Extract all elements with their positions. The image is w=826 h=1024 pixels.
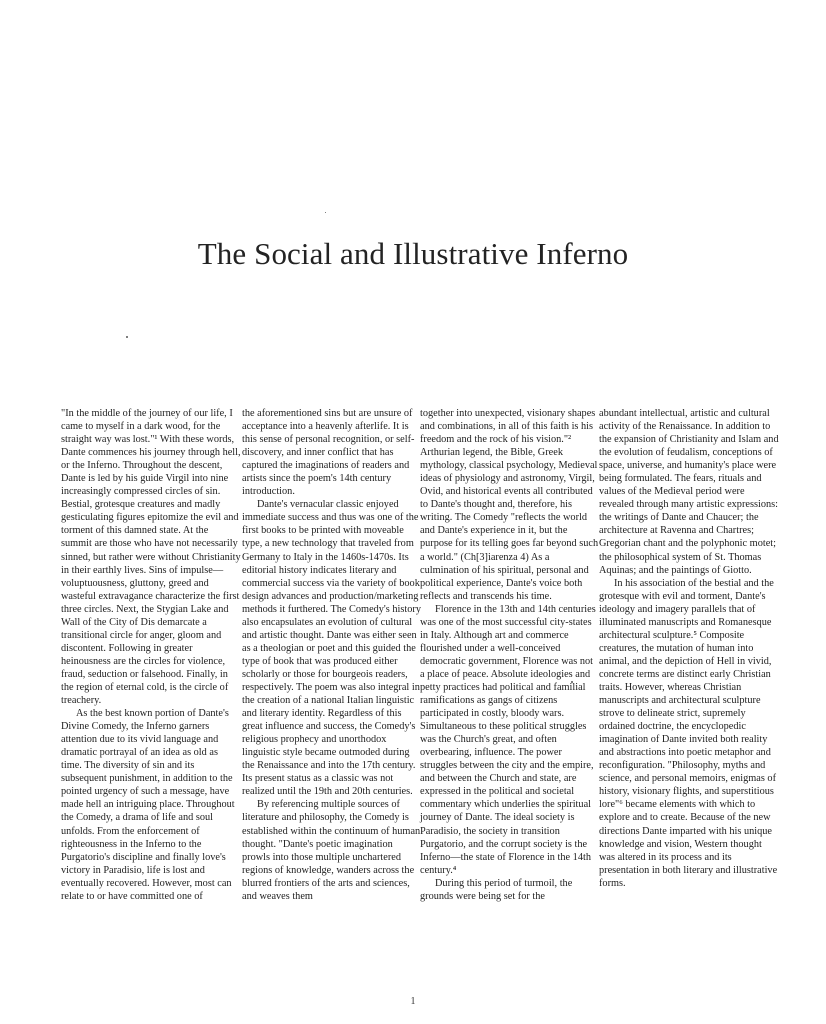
paragraph: together into unexpected, visionary shapes and combinations, in all of this faith is his freedom and the rock of his vision."² Arthurian legend, the Bible, Greek mythology, classical psychology, Medieval ideas of physiology and astronomy, Virgil, Ovid, and historical events all contributed to Dante's thought and, therefore, his writing. The Comedy "reflects the world and Dante's experience in it, but the purpose for its telling goes far beyond such a world." (Ch[3]iarenza 4) As a culmination of his spiritual, personal and political experience, Dante's voice both reflects and transcends his time. <box>420 408 599 602</box>
text-column-3 <box>420 407 600 903</box>
paragraph: "In the middle of the journey of our life, I came to myself in a dark wood, for the straight way was lost."¹ With these words, Dante commences his journey through hell, or the Inferno. Throughout the descent, Dante is led by his guide Virgil into nine increasingly compressed circles of sin. Bestial, grotesque creatures and madly gesticulating figures epitomize the evil and torment of this damned state. At the summit are those who have not necessarily sinned, but rather were without Christianity in their earthly lives. Sins of impulse—voluptuousness, gluttony, greed and wasteful extravagance characterize the first three circles. Next, the Stygian Lake and Wall of the City of Dis demarcate a transitional circle for anger, gloom and discontent. Following in greater heinousness are the circles for violence, fraud, seduction or falsehood. Finally, in the region of eternal cold, is the circle of treachery. <box>61 408 241 707</box>
text-column-2 <box>242 407 422 903</box>
paragraph: Dante's vernacular classic enjoyed immediate success and thus was one of the first books to be printed with moveable type, a new technology that traveled from Germany to Italy in the 1460s-1470s. Its editorial history indicates literary and commercial success via the variety of book design advances and production/marketing methods it furthered. The Comedy's history also encapsulates an evolution of cultural and artistic thought. Dante was either seen as a theologian or poet and this guided the type of book that was produced either scholarly or those for bourgeois readers, respectively. The poem was also integral in the creation of a national Italian linguistic and literary identity. Regardless of this great influence and success, the Comedy's religious prophecy and unorthodox linguistic style became outmoded during the Renaissance and into the 17th century. Its present status as a classic was not realized until the 19th and 20th centuries. <box>242 499 421 798</box>
paragraph: the aforementioned sins but are unsure of acceptance into a heavenly afterlife. It is this sense of personal recognition, or self-discovery, and inner conflict that has captured the imaginations of readers and artists since the poem's 14th century introduction. <box>242 408 415 498</box>
page-title: The Social and Illustrative Inferno <box>197 236 629 271</box>
scan-speck <box>126 336 128 338</box>
text-column-1 <box>61 407 241 903</box>
paragraph: Florence in the 13th and 14th centuries was one of the most successful city-states in Italy. Although art and commerce flourished under a well-conceived democratic government, Florence was not a place of peace. Absolute ideologies and petty practices had political and familial ramifications as gangs of citizens participated in costly, bloody wars. Simultaneous to these political struggles was the Church's great, and often overbearing, influence. The power struggles between the city and the empire, and between the Church and state, are expressed in the political and societal commentary which underlies the spiritual journey of Dante. The ideal society is Paradisio, the society in transition Purgatorio, and the corrupt society is the Inferno—the state of Florence in the 14th century.⁴ <box>420 603 596 876</box>
paragraph: During this period of turmoil, the grounds were being set for the <box>420 877 573 902</box>
page-number: 1 <box>410 996 416 1007</box>
paragraph: In his association of the bestial and the grotesque with evil and torment, Dante's ideology and imagery parallels that of illuminated manuscripts and Romanesque architectural sculpture.⁵ Composite creatures, the mutation of human into animal, and the depiction of Hell in vivid, concrete terms are distinct early Christian traits. However, whereas Christian manuscripts and architectural sculpture strove to delineate strict, supremely ordained doctrine, the encyclopedic imagination of Dante invited both reality and abstractions into poetic metaphor and reconfiguration. "Philosophy, myths and science, and personal memoirs, enigmas of history, visionary flights, and superstitious lore"⁶ became elements with which to explore and to create. Because of the new directions Dante imparted with his unique knowledge and vision, Western thought was altered in its process and its presentation in both literary and illustrative forms. <box>599 577 778 889</box>
paragraph: abundant intellectual, artistic and cultural activity of the Renaissance. In addition to the expansion of Christianity and Islam and the evolution of feudalism, conceptions of space, universe, and humanity's place were being formulated. The fears, rituals and values of the Medieval period were revealed through many artistic expressions: the writings of Dante and Chaucer; the architecture at Ravenna and Chartres; Gregorian chant and the polyphonic motet; the philosophical system of St. Thomas Aquinas; and the paintings of Giotto. <box>599 408 779 576</box>
text-column-4 <box>599 407 779 890</box>
scan-speck <box>325 212 326 213</box>
paragraph: By referencing multiple sources of literature and philosophy, the Comedy is established within the continuum of human thought. "Dante's poetic imagination prowls into those multiple unchartered regions of knowledge, wanders across the blurred frontiers of the arts and sciences, and weaves them <box>242 799 421 902</box>
paragraph: As the best known portion of Dante's Divine Comedy, the Inferno garners attention due to its vivid language and dramatic portrayal of an idea as old as time. The diversity of sin and its subsequent punishment, in addition to the pointed urgency of such a message, have made hell an intriguing place. Throughout the Comedy, a drama of life and soul unfolds. From the enforcement of righteousness in the Inferno to the Purgatorio's discipline and finally love's victory in Paradisio, life is lost and eventually recovered. However, most can relate to or have committed one of <box>61 708 235 902</box>
